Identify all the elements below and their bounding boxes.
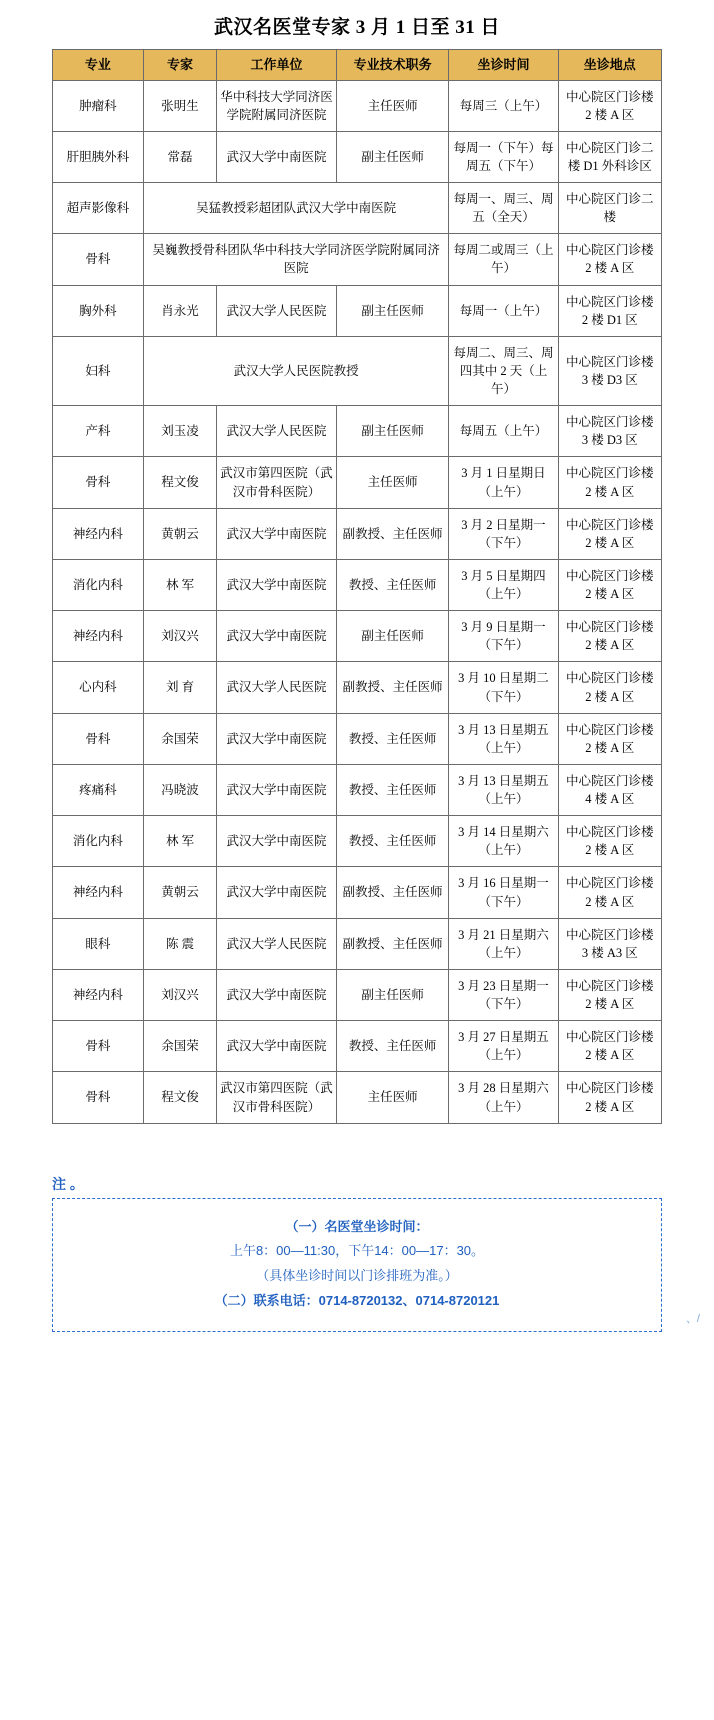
cell-time: 每周二、周三、周四其中 2 天（上午） <box>449 336 558 405</box>
cell-expert: 陈 震 <box>143 918 217 969</box>
table-row <box>53 1021 662 1072</box>
cell-time: 3 月 23 日星期一（下午） <box>449 969 558 1020</box>
table-row <box>53 285 662 336</box>
cell-position: 副教授、主任医师 <box>336 662 449 713</box>
note-line: （二）联系电话：0714-8720132、0714-8720121 <box>214 1292 500 1308</box>
table-row <box>53 559 662 610</box>
cell-workplace: 武汉大学中南医院 <box>217 1021 337 1072</box>
cell-workplace: 武汉市第四医院（武汉市骨科医院） <box>217 1072 337 1123</box>
table-row <box>53 508 662 559</box>
table-row <box>53 764 662 815</box>
table-row <box>53 234 662 285</box>
cell-workplace: 吴巍教授骨科团队华中科技大学同济医学院附属同济医院 <box>143 234 449 285</box>
cell-location: 中心院区门诊楼 2 楼 A 区 <box>558 662 661 713</box>
cell-position: 副主任医师 <box>336 406 449 457</box>
cell-workplace: 武汉大学人民医院 <box>217 285 337 336</box>
cell-specialty: 骨科 <box>53 713 144 764</box>
column-header-location: 坐诊地点 <box>558 50 661 81</box>
cell-expert: 林 军 <box>143 559 217 610</box>
cell-expert: 余国荣 <box>143 713 217 764</box>
cell-specialty: 神经内科 <box>53 611 144 662</box>
cell-specialty: 骨科 <box>53 234 144 285</box>
expert-schedule-table <box>52 49 662 1124</box>
cell-workplace: 武汉大学中南医院 <box>217 559 337 610</box>
table-row <box>53 611 662 662</box>
cell-position: 主任医师 <box>336 80 449 131</box>
spacer <box>0 1124 714 1148</box>
cell-workplace: 武汉大学中南医院 <box>217 816 337 867</box>
cell-time: 3 月 13 日星期五（上午） <box>449 713 558 764</box>
note-line: （一）名医堂坐诊时间： <box>285 1218 429 1234</box>
cell-time: 每周一、周三、周五（全天） <box>449 183 558 234</box>
cell-location: 中心院区门诊楼 2 楼 A 区 <box>558 611 661 662</box>
table-row <box>53 457 662 508</box>
footer-mark: 、/ <box>685 1313 700 1326</box>
cell-time: 3 月 27 日星期五（上午） <box>449 1021 558 1072</box>
cell-specialty: 心内科 <box>53 662 144 713</box>
cell-expert: 程文俊 <box>143 457 217 508</box>
cell-location: 中心院区门诊楼 2 楼 A 区 <box>558 867 661 918</box>
cell-time: 每周一（上午） <box>449 285 558 336</box>
table-row <box>53 183 662 234</box>
cell-time: 3 月 16 日星期一（下午） <box>449 867 558 918</box>
cell-location: 中心院区门诊楼 2 楼 A 区 <box>558 457 661 508</box>
table-row <box>53 816 662 867</box>
cell-expert: 刘玉凌 <box>143 406 217 457</box>
table-row <box>53 80 662 131</box>
cell-specialty: 神经内科 <box>53 969 144 1020</box>
cell-expert: 黄朝云 <box>143 867 217 918</box>
column-header-expert: 专家 <box>143 50 217 81</box>
cell-time: 3 月 9 日星期一（下午） <box>449 611 558 662</box>
table-row <box>53 336 662 405</box>
cell-expert: 余国荣 <box>143 1021 217 1072</box>
cell-workplace: 武汉大学人民医院 <box>217 662 337 713</box>
cell-position: 副主任医师 <box>336 285 449 336</box>
cell-location: 中心院区门诊楼 2 楼 A 区 <box>558 234 661 285</box>
cell-expert: 常磊 <box>143 131 217 182</box>
cell-expert: 冯晓波 <box>143 764 217 815</box>
cell-location: 中心院区门诊楼 3 楼 D3 区 <box>558 336 661 405</box>
cell-position: 副主任医师 <box>336 611 449 662</box>
cell-time: 每周三（上午） <box>449 80 558 131</box>
cell-workplace: 武汉大学人民医院 <box>217 918 337 969</box>
cell-location: 中心院区门诊楼 3 楼 D3 区 <box>558 406 661 457</box>
cell-location: 中心院区门诊楼 2 楼 A 区 <box>558 816 661 867</box>
cell-time: 3 月 13 日星期五（上午） <box>449 764 558 815</box>
cell-position: 教授、主任医师 <box>336 816 449 867</box>
table-row <box>53 918 662 969</box>
cell-specialty: 消化内科 <box>53 816 144 867</box>
cell-expert: 张明生 <box>143 80 217 131</box>
table-header-row <box>53 50 662 81</box>
table-row <box>53 131 662 182</box>
column-header-specialty: 专业 <box>53 50 144 81</box>
cell-time: 3 月 28 日星期六（上午） <box>449 1072 558 1123</box>
cell-location: 中心院区门诊楼 2 楼 A 区 <box>558 713 661 764</box>
cell-location: 中心院区门诊二楼 D1 外科诊区 <box>558 131 661 182</box>
cell-position: 副主任医师 <box>336 969 449 1020</box>
cell-position: 教授、主任医师 <box>336 764 449 815</box>
notes-box <box>52 1198 662 1333</box>
cell-position: 副主任医师 <box>336 131 449 182</box>
note-line: 上午8：00—11:30，下午14：00—17：30。 <box>229 1243 485 1259</box>
cell-specialty: 产科 <box>53 406 144 457</box>
note-line: （具体坐诊时间以门诊排班为准。） <box>256 1268 458 1284</box>
table-body <box>53 80 662 1123</box>
cell-specialty: 肿瘤科 <box>53 80 144 131</box>
cell-position: 教授、主任医师 <box>336 559 449 610</box>
cell-time: 3 月 21 日星期六（上午） <box>449 918 558 969</box>
cell-location: 中心院区门诊楼 2 楼 A 区 <box>558 80 661 131</box>
cell-position: 副教授、主任医师 <box>336 918 449 969</box>
table-row <box>53 406 662 457</box>
cell-specialty: 骨科 <box>53 1072 144 1123</box>
cell-workplace: 武汉大学中南医院 <box>217 713 337 764</box>
cell-time: 每周二或周三（上午） <box>449 234 558 285</box>
cell-specialty: 神经内科 <box>53 867 144 918</box>
notes-section <box>52 1174 662 1333</box>
cell-location: 中心院区门诊楼 2 楼 A 区 <box>558 508 661 559</box>
cell-workplace: 武汉市第四医院（武汉市骨科医院） <box>217 457 337 508</box>
cell-specialty: 骨科 <box>53 457 144 508</box>
cell-specialty: 神经内科 <box>53 508 144 559</box>
cell-position: 副教授、主任医师 <box>336 867 449 918</box>
cell-time: 3 月 14 日星期六（上午） <box>449 816 558 867</box>
cell-location: 中心院区门诊楼 2 楼 A 区 <box>558 1072 661 1123</box>
cell-time: 3 月 10 日星期二（下午） <box>449 662 558 713</box>
cell-specialty: 骨科 <box>53 1021 144 1072</box>
cell-time: 3 月 2 日星期一（下午） <box>449 508 558 559</box>
cell-workplace: 武汉大学中南医院 <box>217 867 337 918</box>
cell-workplace: 武汉大学人民医院 <box>217 406 337 457</box>
cell-location: 中心院区门诊楼 2 楼 A 区 <box>558 559 661 610</box>
column-header-position: 专业技术职务 <box>336 50 449 81</box>
cell-expert: 程文俊 <box>143 1072 217 1123</box>
cell-location: 中心院区门诊楼 2 楼 A 区 <box>558 1021 661 1072</box>
cell-time: 每周五（上午） <box>449 406 558 457</box>
table-row <box>53 713 662 764</box>
page-title: 武汉名医堂专家 3 月 1 日至 31 日 <box>213 17 500 38</box>
cell-workplace: 武汉大学中南医院 <box>217 508 337 559</box>
cell-workplace: 武汉大学中南医院 <box>217 611 337 662</box>
cell-specialty: 妇科 <box>53 336 144 405</box>
cell-workplace: 武汉大学中南医院 <box>217 131 337 182</box>
cell-position: 教授、主任医师 <box>336 1021 449 1072</box>
table-row <box>53 1072 662 1123</box>
cell-position: 副教授、主任医师 <box>336 508 449 559</box>
column-header-workplace: 工作单位 <box>217 50 337 81</box>
cell-position: 主任医师 <box>336 1072 449 1123</box>
cell-position: 主任医师 <box>336 457 449 508</box>
cell-time: 3 月 5 日星期四（上午） <box>449 559 558 610</box>
cell-workplace: 华中科技大学同济医学院附属同济医院 <box>217 80 337 131</box>
cell-specialty: 疼痛科 <box>53 764 144 815</box>
cell-expert: 林 军 <box>143 816 217 867</box>
cell-workplace: 吴猛教授彩超团队武汉大学中南医院 <box>143 183 449 234</box>
cell-specialty: 超声影像科 <box>53 183 144 234</box>
cell-expert: 黄朝云 <box>143 508 217 559</box>
cell-workplace: 武汉大学中南医院 <box>217 764 337 815</box>
cell-specialty: 眼科 <box>53 918 144 969</box>
cell-time: 3 月 1 日星期日（上午） <box>449 457 558 508</box>
cell-location: 中心院区门诊楼 2 楼 A 区 <box>558 969 661 1020</box>
cell-specialty: 肝胆胰外科 <box>53 131 144 182</box>
cell-expert: 刘汉兴 <box>143 611 217 662</box>
schedule-table-wrapper <box>52 49 662 1124</box>
cell-expert: 刘汉兴 <box>143 969 217 1020</box>
cell-location: 中心院区门诊二楼 <box>558 183 661 234</box>
cell-specialty: 胸外科 <box>53 285 144 336</box>
cell-workplace: 武汉大学人民医院教授 <box>143 336 449 405</box>
notes-label: 注 。 <box>52 1175 84 1192</box>
cell-workplace: 武汉大学中南医院 <box>217 969 337 1020</box>
table-row <box>53 867 662 918</box>
cell-location: 中心院区门诊楼 4 楼 A 区 <box>558 764 661 815</box>
table-row <box>53 662 662 713</box>
cell-expert: 肖永光 <box>143 285 217 336</box>
cell-specialty: 消化内科 <box>53 559 144 610</box>
column-header-time: 坐诊时间 <box>449 50 558 81</box>
cell-position: 教授、主任医师 <box>336 713 449 764</box>
cell-location: 中心院区门诊楼 3 楼 A3 区 <box>558 918 661 969</box>
cell-time: 每周一（下午）每周五（下午） <box>449 131 558 182</box>
table-row <box>53 969 662 1020</box>
cell-expert: 刘 育 <box>143 662 217 713</box>
cell-location: 中心院区门诊楼 2 楼 D1 区 <box>558 285 661 336</box>
